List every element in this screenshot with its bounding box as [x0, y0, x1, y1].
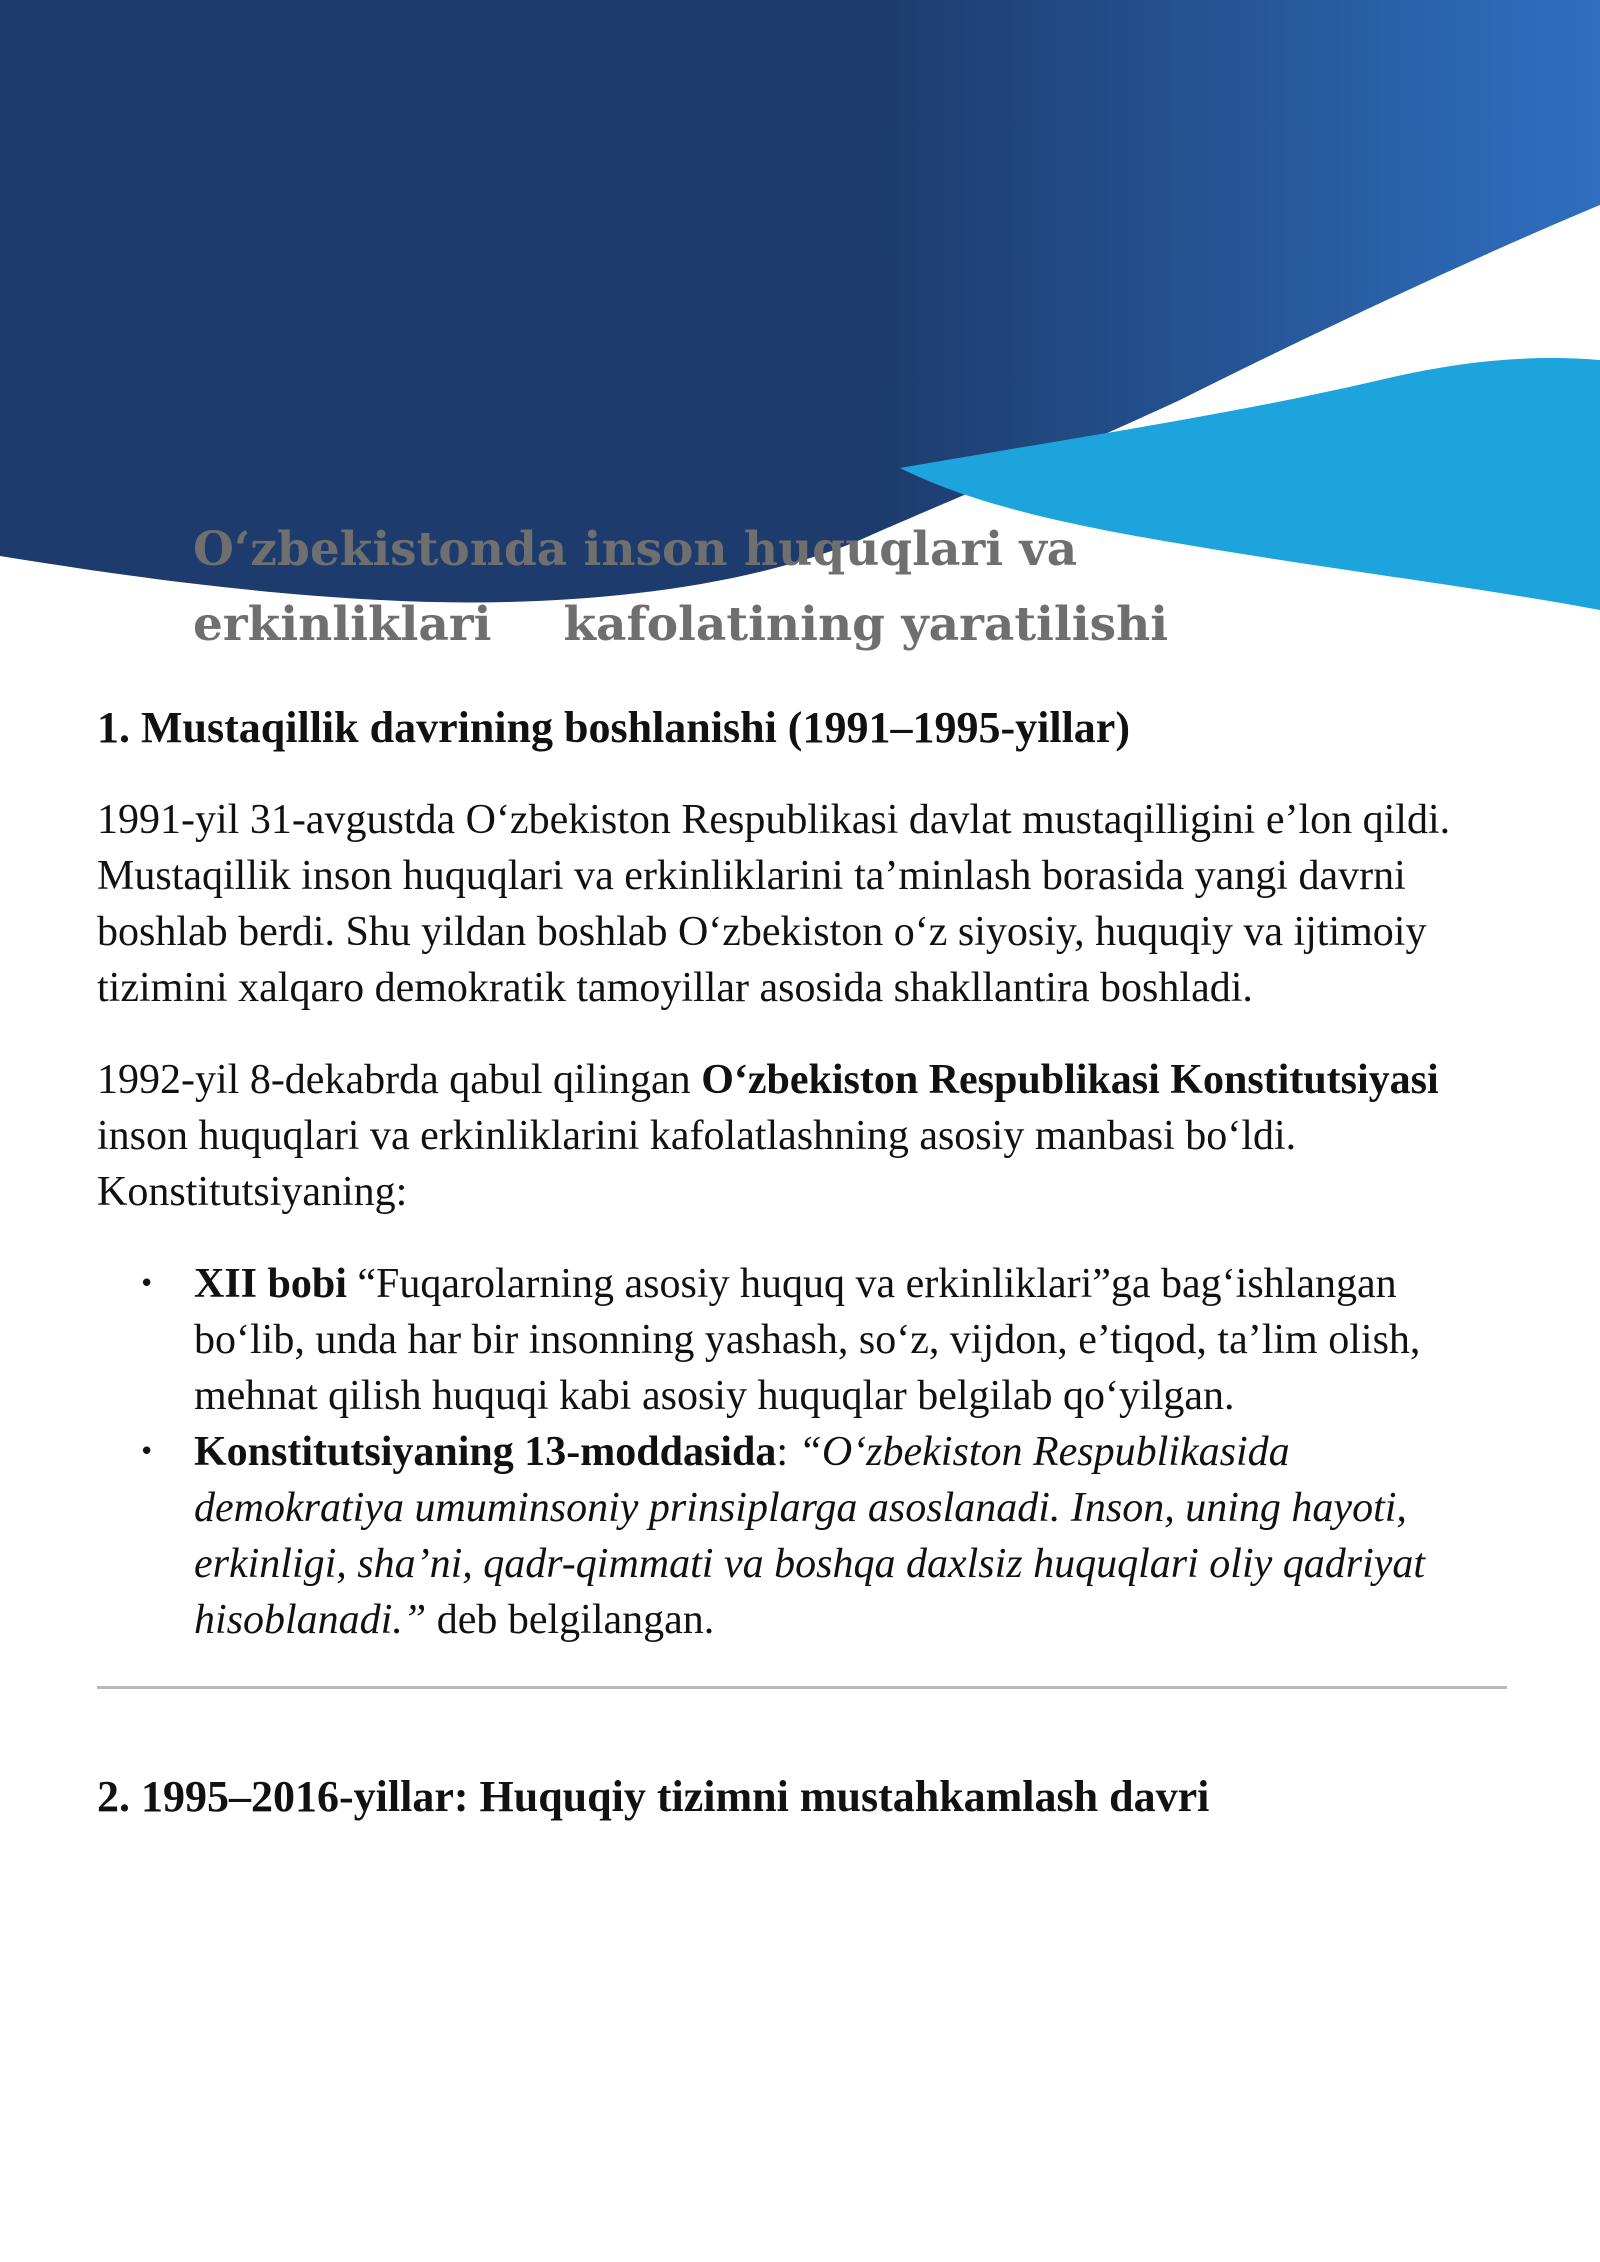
- list-item: [97, 1256, 1507, 1424]
- constitution-points-list: [97, 1256, 1507, 1648]
- article-quote: “O‘zbekiston Respublikasida demokratiya umuminsoniy prinsiplarga asoslanadi. Inson, uning hayoti, erkinligi, sha’ni, qadr-qimmati va boshqa daxlsiz huquqlari oliy qadriyat hisoblanadi.”: [194, 1429, 1426, 1643]
- para2-second-line: Konstitutsiyaning:: [97, 1169, 408, 1215]
- title-line-2b: kafolatining yaratilishi: [563, 597, 1169, 652]
- title-line-1: O‘zbekistonda inson huquqlari va: [193, 522, 1078, 577]
- list-item-bold: Konstitutsiyaning 13-moddasida: [194, 1429, 777, 1475]
- list-item-bold: XII bobi: [194, 1261, 347, 1307]
- bullet-icon: •: [139, 1437, 155, 1467]
- list-item-text: “Fuqarolarning asosiy huquq va erkinliklari”ga bag‘ishlangan bo‘lib, unda har bir insonning yashash, so‘z, vijdon, e’tiqod, ta’lim olish, mehnat qilish huquqi kabi asosiy huquqlar belgilab qo‘yilgan.: [194, 1261, 1421, 1419]
- bullet-icon: •: [139, 1269, 155, 1299]
- section-1-heading: 1. Mustaqillik davrining boshlanishi (1991–1995-yillar): [97, 703, 1130, 752]
- constitution-name: O‘zbekiston Respublikasi Konstitutsiyasi: [701, 1057, 1439, 1103]
- list-item: [97, 1424, 1507, 1648]
- list-item-tail: deb belgilangan.: [426, 1597, 715, 1643]
- document-title: [193, 512, 1293, 662]
- para2-lead-text: 1992-yil 8-dekabrda qabul qilingan: [97, 1057, 702, 1103]
- para2-tail-text: inson huquqlari va erkinliklarini kafolatlashning asosiy manbasi bo‘ldi.: [97, 1113, 1297, 1159]
- title-line-2a: erkinliklari: [193, 597, 492, 652]
- list-item-colon: :: [776, 1429, 799, 1475]
- document-body: [97, 700, 1507, 1825]
- section-divider: [97, 1686, 1507, 1689]
- paragraph-independence: 1991-yil 31-avgustda O‘zbekiston Respublikasi davlat mustaqilligini e’lon qildi. Mustaqillik inson huquqlari va erkinliklarini ta’minlash borasida yangi davrni boshlab berdi. Shu yildan boshlab O‘zbekiston o‘z siyosiy, huquqiy va ijtimoiy tizimini xalqaro demokratik tamoyillar asosida shakllantira boshladi.: [97, 797, 1451, 1011]
- section-2-heading: 2. 1995–2016-yillar: Huquqiy tizimni mustahkamlash davri: [97, 1772, 1210, 1821]
- paragraph-constitution: [97, 1052, 1507, 1220]
